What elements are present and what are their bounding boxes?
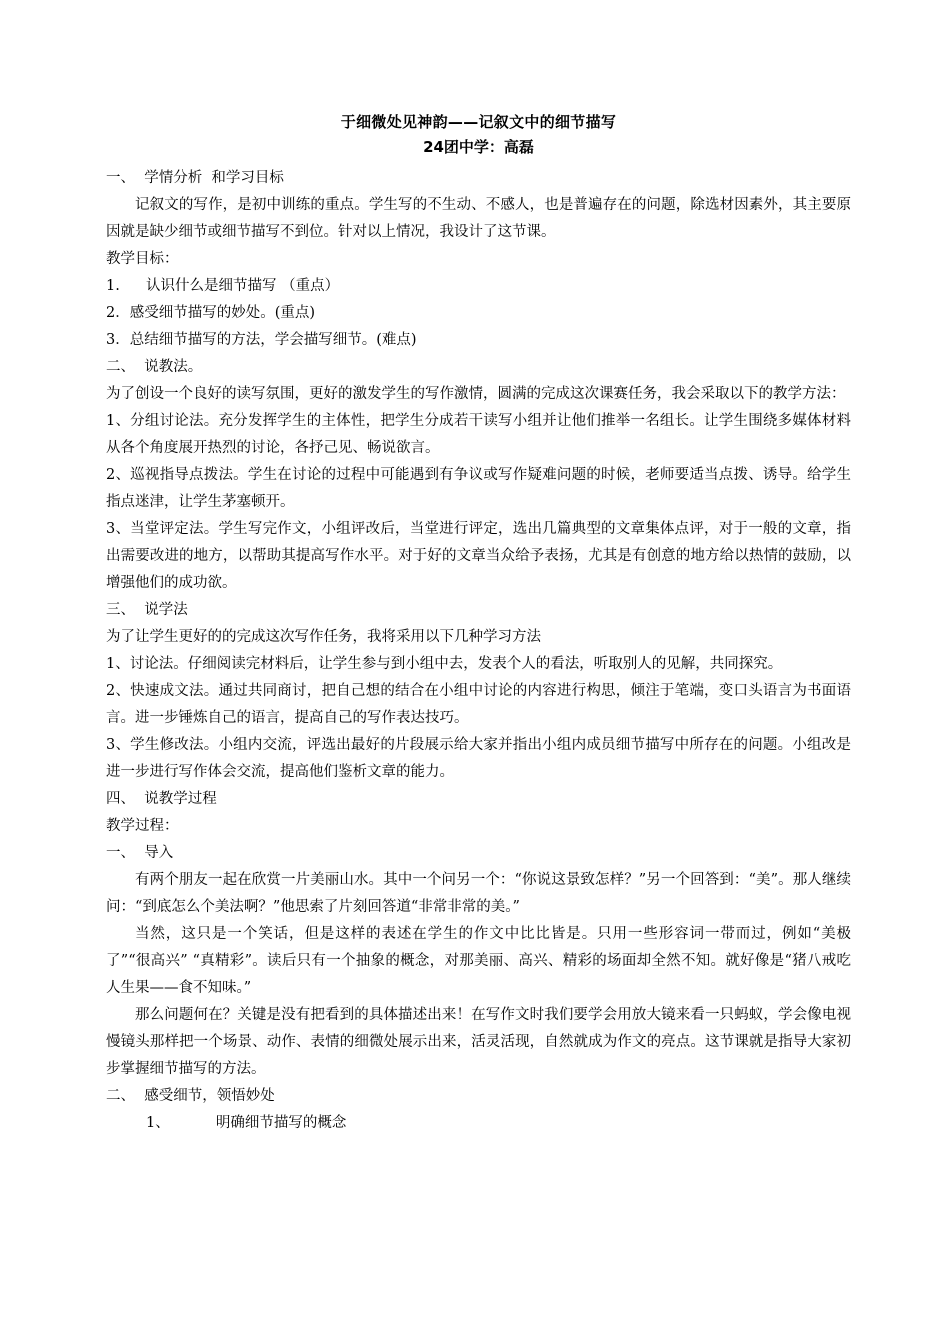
section-heading-2: 二、 说教法。 <box>106 359 203 375</box>
paragraph-learning-analysis: 记叙文的写作，是初中训练的重点。学生写的不生动、不感人，也是普遍存在的问题，除选材因素外，其主要原因就是缺少细节或细节描写不到位。针对以上情况，我设计了这节课。 <box>106 197 851 240</box>
process-label: 教学过程： <box>106 818 179 834</box>
process-heading-2: 二、 感受细节，领悟妙处 <box>106 1088 275 1104</box>
goal-item-3: 3．总结细节描写的方法，学会描写细节。(难点) <box>106 332 417 348</box>
section-heading-3: 三、 说学法 <box>106 602 188 618</box>
document-body <box>106 109 851 1137</box>
goal-item-2: 2．感受细节描写的妙处。(重点) <box>106 305 316 321</box>
intro-paragraph-2: 当然，这只是一个笑话，但是这样的表述在学生的作文中比比皆是。只用一些形容词一带而过，例如“美极了”“很高兴” “真精彩”。读后只有一个抽象的概念，对那美丽、高兴、精彩的场面却全然不知。就好像是“猪八戒吃人生果——食不知味。” <box>106 926 851 996</box>
process-sub-item-1-number: 1、 <box>146 1115 170 1131</box>
learning-methods-intro: 为了让学生更好的的完成这次写作任务，我将采用以下几种学习方法 <box>106 629 541 645</box>
learning-method-3: 3、学生修改法。小组内交流，评选出最好的片段展示给大家并指出小组内成员细节描写中所存在的问题。小组改是进一步进行写作体会交流，提高他们鉴析文章的能力。 <box>106 737 851 780</box>
process-heading-1: 一、 导入 <box>106 845 174 861</box>
teaching-method-1: 1、分组讨论法。充分发挥学生的主体性，把学生分成若干读写小组并让他们推举一名组长。让学生围绕多媒体材料从各个角度展开热烈的讨论，各抒己见、畅说欲言。 <box>106 413 851 456</box>
author-line: 24团中学：高磊 <box>423 138 534 156</box>
teaching-methods-intro: 为了创设一个良好的读写氛围，更好的激发学生的写作激情，圆满的完成这次课赛任务，我会采取以下的教学方法： <box>106 386 846 402</box>
section-heading-4: 四、 说教学过程 <box>106 791 217 807</box>
teaching-method-3: 3、当堂评定法。学生写完作文，小组评改后，当堂进行评定，选出几篇典型的文章集体点评，对于一般的文章，指出需要改进的地方，以帮助其提高写作水平。对于好的文章当众给予表扬，尤其是有创意的地方给以热情的鼓励，以增强他们的成功欲。 <box>106 521 851 591</box>
teaching-method-2: 2、巡视指导点拨法。学生在讨论的过程中可能遇到有争议或写作疑难问题的时候，老师要适当点拨、诱导。给学生指点迷津，让学生茅塞顿开。 <box>106 467 851 510</box>
process-sub-item-1 <box>106 1110 851 1137</box>
goal-item-1-text: 认识什么是细节描写 （重点） <box>146 278 340 294</box>
intro-paragraph-3: 那么问题何在？关键是没有把看到的具体描述出来！在写作文时我们要学会用放大镜来看一只蚂蚁，学会像电视慢镜头那样把一个场景、动作、表情的细微处展示出来，活灵活现，自然就成为作文的亮点。这节课就是指导大家初步掌握细节描写的方法。 <box>106 1007 851 1077</box>
goal-item-1-number: 1. <box>106 278 120 294</box>
section-heading-1: 一、 学情分析 和学习目标 <box>106 170 284 186</box>
goal-item-1 <box>106 273 851 300</box>
learning-method-1: 1、讨论法。仔细阅读完材料后，让学生参与到小组中去，发表个人的看法，听取别人的见解，共同探究。 <box>106 656 783 672</box>
intro-paragraph-1: 有两个朋友一起在欣赏一片美丽山水。其中一个问另一个：“你说这景致怎样？”另一个回答到：“美”。那人继续问：“到底怎么个美法啊？”他思索了片刻回答道“非常非常的美。” <box>106 872 851 915</box>
learning-method-2: 2、快速成文法。通过共同商讨，把自己想的结合在小组中讨论的内容进行构思，倾注于笔端，变口头语言为书面语言。进一步锤炼自己的语言，提高自己的写作表达技巧。 <box>106 683 851 726</box>
document-title: 于细微处见神韵——记叙文中的细节描写 <box>340 113 617 131</box>
process-sub-item-1-text: 明确细节描写的概念 <box>215 1115 347 1131</box>
goals-label: 教学目标： <box>106 251 179 267</box>
